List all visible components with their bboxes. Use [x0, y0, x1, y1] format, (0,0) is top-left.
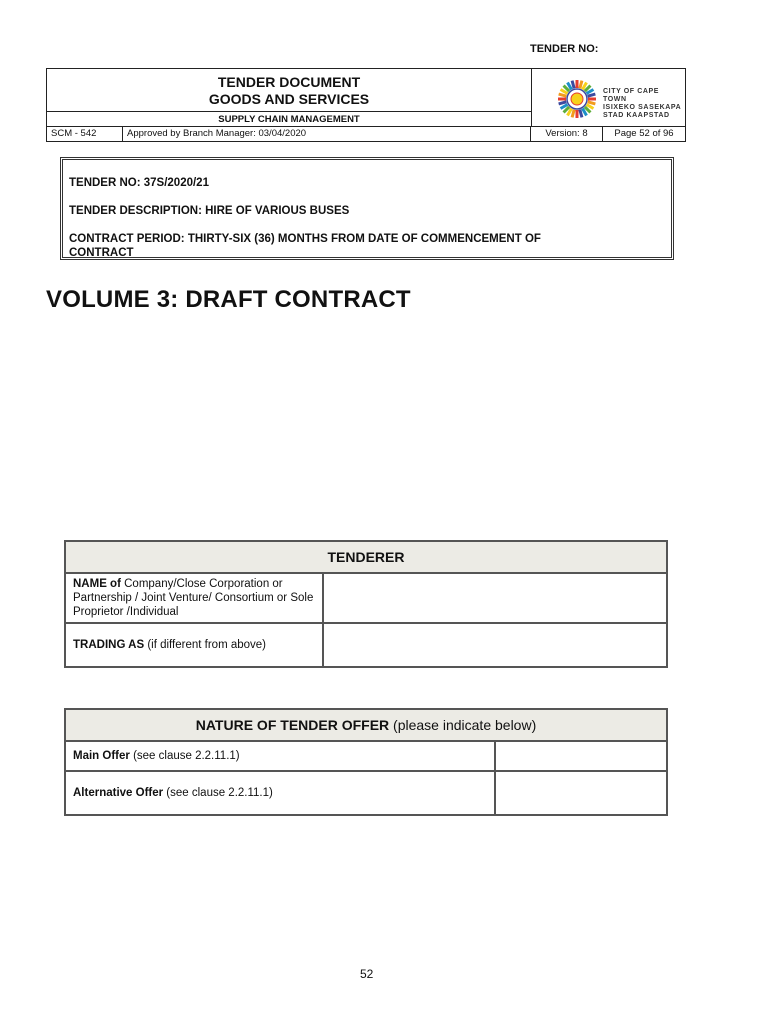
contract-period-line2: CONTRACT	[69, 247, 134, 259]
tenderer-name-label-bold: NAME of	[73, 578, 121, 590]
header-subtitle: SUPPLY CHAIN MANAGEMENT	[218, 114, 360, 125]
tender-offer-heading-bold: NATURE OF TENDER OFFER	[195, 717, 390, 733]
tenderer-name-field[interactable]	[323, 573, 667, 623]
page-of-label: Page 52 of 96	[614, 128, 674, 139]
alternative-offer-field[interactable]	[495, 771, 667, 815]
tender-number: TENDER NO: 37S/2020/21	[69, 177, 209, 189]
city-logo-icon	[557, 79, 597, 119]
logo-ray	[588, 94, 596, 96]
logo-text-line1: CITY OF CAPE TOWN	[603, 88, 660, 103]
trading-as-field[interactable]	[323, 623, 667, 667]
logo-ray	[559, 94, 567, 96]
logo-ray	[580, 81, 582, 89]
city-logo-text	[603, 88, 685, 120]
version-label: Version: 8	[531, 127, 603, 141]
logo-ray	[559, 102, 567, 104]
contract-period-line1: CONTRACT PERIOD: THIRTY-SIX (36) MONTHS FROM DATE OF COMMENCEMENT OF	[69, 233, 541, 245]
alternative-offer-label-bold: Alternative Offer	[73, 787, 164, 799]
trading-as-label	[65, 623, 323, 667]
main-offer-label-bold: Main Offer	[73, 750, 130, 762]
trading-as-label-bold: TRADING AS	[73, 639, 145, 651]
logo-text-line2: ISIXEKO SASEKAPA	[603, 104, 682, 111]
header-title-line2: GOODS AND SERVICES	[208, 91, 370, 107]
tenderer-name-label	[65, 573, 323, 623]
main-offer-label-rest: (see clause 2.2.11.1)	[129, 750, 240, 762]
main-offer-label	[65, 741, 495, 771]
alternative-offer-label-rest: (see clause 2.2.11.1)	[163, 787, 273, 799]
approval-text: Approved by Branch Manager: 03/04/2020	[123, 127, 531, 141]
form-code: SCM - 542	[47, 127, 123, 141]
logo-ray	[588, 102, 596, 104]
tender-offer-table	[64, 708, 668, 816]
tenderer-table	[64, 540, 668, 668]
tenderer-heading: TENDERER	[65, 541, 667, 573]
trading-as-label-rest: (if different from above)	[144, 639, 267, 651]
header-meta-row	[47, 127, 685, 141]
logo-ray	[572, 81, 574, 89]
document-header	[46, 68, 686, 142]
volume-title: VOLUME 3: DRAFT CONTRACT	[46, 286, 411, 313]
contract-period	[69, 232, 541, 260]
tender-info-box	[60, 157, 674, 260]
logo-text-line3: STAD KAAPSTAD	[603, 112, 670, 119]
page-number: 52	[360, 967, 374, 981]
tender-no-top-label: TENDER NO:	[530, 43, 599, 55]
logo-ray	[580, 110, 582, 118]
header-title	[47, 74, 531, 108]
alternative-offer-label	[65, 771, 495, 815]
tender-offer-heading-rest: (please indicate below)	[389, 717, 537, 733]
divider	[531, 69, 532, 127]
header-title-line1: TENDER DOCUMENT	[217, 74, 361, 90]
tender-offer-heading	[65, 709, 667, 741]
logo-ray	[572, 110, 574, 118]
tenderer-name-label-rest: Company/Close Corporation or Partnership / Joint Venture/ Consortium or Sole Proprietor /Individual	[73, 578, 314, 618]
tender-description: TENDER DESCRIPTION: HIRE OF VARIOUS BUSES	[69, 205, 350, 217]
main-offer-field[interactable]	[495, 741, 667, 771]
